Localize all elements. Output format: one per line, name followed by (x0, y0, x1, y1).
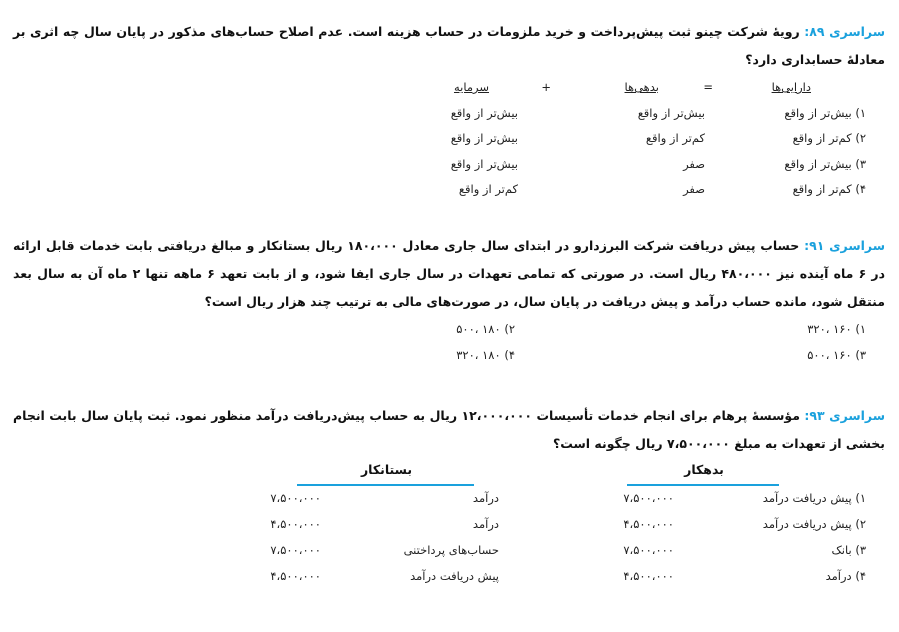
q89-option-4-equity: کم‌تر از واقع (458, 182, 518, 196)
q93-option-1-credit-amount: ۷،۵۰۰،۰۰۰ (270, 491, 321, 505)
q93-option-4-debit-account[interactable]: ۴) درآمد (825, 569, 866, 583)
q89-option-3-liabilities: صفر (683, 157, 705, 171)
header-assets: دارایی‌ها (771, 80, 811, 94)
q91-option-3[interactable] (807, 348, 866, 362)
q91-option-2-num: ۲) (504, 322, 515, 336)
q91-option-1[interactable] (807, 322, 866, 336)
q89-option-4-liabilities: صفر (683, 182, 705, 196)
q89-option-2-assets[interactable]: ۲) کم‌تر از واقع (792, 131, 866, 145)
question-89-label: سراسری ۸۹: (804, 24, 886, 39)
q93-option-3-debit-amount: ۷،۵۰۰،۰۰۰ (623, 543, 674, 557)
q89-option-2-liabilities: کم‌تر از واقع (645, 131, 705, 145)
q91-option-3-value: ۱۶۰ ،۵۰۰ (807, 348, 852, 362)
credit-column-header: بستانکار (360, 462, 413, 477)
q91-option-4-num: ۴) (504, 348, 515, 362)
q89-option-2-equity: بیش‌تر از واقع (450, 131, 518, 145)
q89-option-1-equity: بیش‌تر از واقع (450, 106, 518, 120)
question-91-label: سراسری ۹۱: (804, 238, 885, 253)
q93-option-3-credit-amount: ۷،۵۰۰،۰۰۰ (270, 543, 321, 557)
debit-column-header: بدهکار (684, 462, 724, 477)
question-93-text: مؤسسهٔ پرهام برای انجام خدمات تأسیسات ۱۲،۰۰۰،۰۰۰ ریال به حساب پیش‌دریافت درآمد منظور نمود. ثبت پایان سال بابت انجام بخشی از تعهدات به مبلغ ۷،۵۰۰،۰۰۰ ریال چگونه است؟ (13, 408, 885, 451)
credit-header-underline (297, 484, 474, 486)
question-91-text: حساب پیش دریافت شرکت البرزدارو در ابتدای سال جاری معادل ۱۸۰،۰۰۰ ریال بستانکار و مبالغ دریافتی بابت خدمات قابل ارائه در ۶ ماه آینده نیز ۴۸۰،۰۰۰ ریال است. در صورتی که تمامی تعهدات در سال جاری ایفا شود، و از بابت تعهد ۶ ماهه تنها ۲ ماه آن به سال بعد منتقل شود، مانده حساب درآمد و پیش دریافت در پایان سال، در صورت‌های مالی به ترتیب چند هزار ریال است؟ (13, 238, 885, 309)
q93-option-4-credit-account: پیش دریافت درآمد (410, 569, 499, 583)
q93-option-4-credit-amount: ۴،۵۰۰،۰۰۰ (270, 569, 321, 583)
q89-option-3-equity: بیش‌تر از واقع (450, 157, 518, 171)
q93-option-2-credit-account: درآمد (472, 517, 499, 531)
q93-option-2-debit-account[interactable]: ۲) پیش دریافت درآمد (762, 517, 866, 531)
q93-option-2-debit-amount: ۴،۵۰۰،۰۰۰ (623, 517, 674, 531)
q91-option-3-num: ۳) (855, 348, 866, 362)
q89-option-3-assets[interactable]: ۳) بیش‌تر از واقع (784, 157, 866, 171)
q93-option-3-credit-account: حساب‌های پرداختنی (403, 543, 499, 557)
q91-option-4-value: ۱۸۰ ،۳۲۰ (456, 348, 501, 362)
question-89-text: رویهٔ شرکت چینو ثبت پیش‌پرداخت و خرید ملزومات در حساب هزینه است. عدم اصلاح حساب‌های مذکور در پایان سال چه اثری بر معادلهٔ حسابداری دارد؟ (13, 24, 885, 67)
q91-option-2[interactable] (456, 322, 515, 336)
q91-option-1-value: ۱۶۰ ،۳۲۰ (807, 322, 852, 336)
q91-option-1-num: ۱) (855, 322, 866, 336)
header-equity: سرمایه (453, 80, 489, 94)
question-93-label: سراسری ۹۳: (804, 408, 886, 423)
question-93 (13, 402, 885, 458)
q93-option-1-debit-amount: ۷،۵۰۰،۰۰۰ (623, 491, 674, 505)
question-91 (13, 232, 885, 316)
header-plus: + (541, 80, 551, 94)
q89-option-4-assets[interactable]: ۴) کم‌تر از واقع (792, 182, 866, 196)
q89-option-1-liabilities: بیش‌تر از واقع (637, 106, 705, 120)
q93-option-1-credit-account: درآمد (472, 491, 499, 505)
q93-option-2-credit-amount: ۴،۵۰۰،۰۰۰ (270, 517, 321, 531)
q93-option-3-debit-account[interactable]: ۳) بانک (831, 543, 866, 557)
q89-option-1-assets[interactable]: ۱) بیش‌تر از واقع (784, 106, 866, 120)
header-equals: = (703, 80, 713, 94)
question-89 (13, 18, 885, 74)
q93-option-4-debit-amount: ۴،۵۰۰،۰۰۰ (623, 569, 674, 583)
q93-option-1-debit-account[interactable]: ۱) پیش دریافت درآمد (762, 491, 866, 505)
debit-header-underline (627, 484, 779, 486)
q91-option-4[interactable] (456, 348, 515, 362)
q91-option-2-value: ۱۸۰ ،۵۰۰ (456, 322, 501, 336)
header-liabilities: بدهی‌ها (624, 80, 659, 94)
